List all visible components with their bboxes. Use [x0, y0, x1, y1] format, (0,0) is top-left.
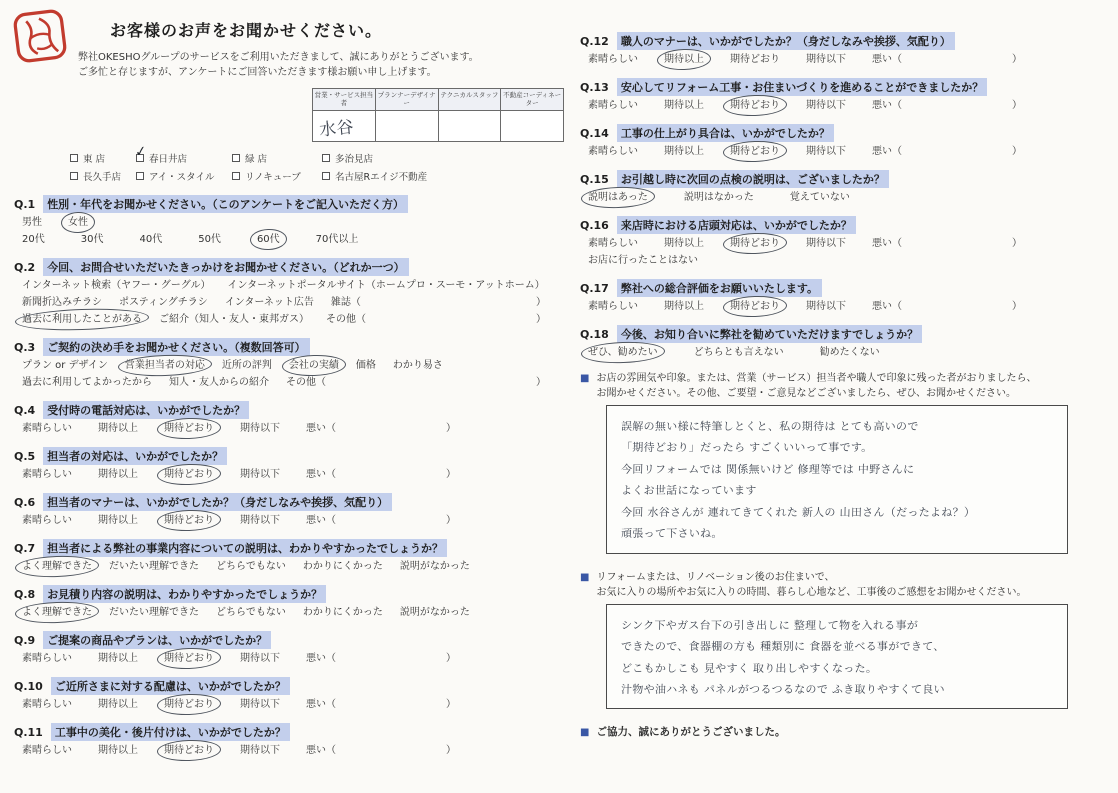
question-title [580, 124, 1116, 142]
answer-row [22, 698, 456, 712]
answer-option-selected: 60代 [256, 233, 280, 245]
answer-row [22, 560, 546, 574]
question-number: Q.3 [14, 340, 36, 354]
question-number: Q.1 [14, 197, 36, 211]
handwritten-comment-line: どこもかしこも 見やすく 取り出しやすくなった。 [620, 661, 878, 675]
answer-option-selected: 期待どおり [164, 652, 214, 664]
store-option [70, 169, 136, 183]
question-number: Q.12 [580, 35, 609, 48]
section-heading-text [596, 371, 1036, 401]
answer-option: 説明がなかった [399, 560, 470, 572]
questions-left [14, 195, 566, 758]
question-title [14, 258, 566, 276]
question-block [14, 539, 566, 574]
section-heading-text [596, 570, 1026, 600]
answer-option: 50代 [198, 233, 221, 245]
answer-option-selected: 女性 [68, 216, 88, 228]
question-text: 性別・年代をお聞かせください。（このアンケートをご記入いただく方） [43, 195, 408, 213]
answer-option-selected: 期待どおり [164, 744, 214, 756]
comment-section [580, 570, 1116, 710]
answer-option: 期待以上 [98, 744, 138, 756]
answer-row [588, 346, 1022, 360]
answer-option: わかり易さ [392, 359, 443, 371]
answer-option: 素晴らしい [22, 698, 72, 710]
question-title [14, 338, 566, 356]
section-heading-line: お店の雰囲気や印象。または、営業（サービス）担当者や職人で印象に残った者がおりましたら、 [596, 373, 1037, 384]
checkbox-icon [232, 172, 240, 180]
answer-option: 期待以下 [240, 468, 280, 480]
section-heading [580, 371, 1116, 401]
staff-table-header-cell: テクニカルスタッフ [439, 89, 502, 111]
staff-table-value-cell [376, 111, 439, 141]
store-option [136, 169, 232, 183]
question-block [14, 338, 566, 390]
section-heading-line: リフォームまたは、リノベーション後のお住まいで、 [596, 571, 835, 583]
store-label: 緑 店 [245, 153, 268, 165]
answer-row [22, 359, 546, 373]
answer-option: どちらでもない [216, 560, 286, 572]
handwritten-comment-line: できたので、食器棚の方も 種類別に 食器を並べる事ができて、 [620, 640, 945, 654]
paren-close: ） [1012, 238, 1022, 249]
company-seal-stamp [11, 7, 69, 65]
question-title [580, 279, 1116, 297]
answer-option-selected: 期待どおり [164, 422, 214, 434]
closing-text: ご協力、誠にありがとうございました。 [596, 726, 786, 739]
answer-option: 勧めたくない [819, 347, 880, 358]
answer-option: 期待以上 [664, 146, 704, 157]
answer-option: 説明はなかった [683, 192, 754, 203]
paren-close: ） [1012, 54, 1022, 65]
question-block [14, 401, 566, 436]
paren-close: ） [446, 422, 456, 434]
store-option [232, 169, 322, 183]
store-row [70, 143, 566, 165]
answer-option: 素晴らしい [588, 238, 638, 249]
answer-row [22, 468, 456, 482]
question-block [14, 585, 566, 620]
intro-line-2: ご多忙と存じますが、アンケートにご回答いただきます様お願い申し上げます。 [78, 67, 437, 78]
staff-table-header-row [313, 89, 563, 111]
answer-option: どちらとも言えない [693, 347, 784, 358]
intro-line-1: 弊社OKESHOグループのサービスをご利用いただきまして、誠にありがとうございます。 [78, 52, 479, 63]
answer-option: 価格 [355, 359, 376, 371]
answer-row [22, 216, 456, 230]
question-title [580, 78, 1116, 96]
answer-option-selected: 期待どおり [730, 301, 780, 312]
answer-option: 悪い（ [306, 514, 336, 526]
handwritten-comment-line: 汁物や油ハネも パネルがつるつるなので ふき取りやすくて良い [620, 682, 946, 696]
answer-option: 期待以下 [806, 301, 846, 312]
handwritten-comment-line: 「期待どおり」だったら すごくいいって事です。 [620, 441, 873, 455]
intro-text [78, 50, 566, 80]
answer-option-selected: 期待どおり [164, 468, 214, 480]
handwritten-comment-line: シンク下やガス台下の引き出しに 整理して物を入れる事が [620, 618, 919, 632]
question-number: Q.6 [14, 495, 36, 509]
answer-option: 期待以下 [240, 422, 280, 434]
question-text: 受付時の電話対応は、いかがでしたか？ [43, 401, 249, 419]
answer-option: 悪い（ [872, 100, 902, 111]
question-text: 担当者のマナーは、いかがでしたか？（身だしなみや挨拶、気配り） [43, 493, 392, 511]
answer-option: 知人・友人からの紹介 [169, 376, 269, 388]
question-text: 担当者の対応は、いかがでしたか？ [43, 447, 227, 465]
question-block [14, 723, 566, 758]
question-block [14, 631, 566, 666]
answer-option: 覚えていない [789, 192, 850, 203]
question-number: Q.10 [14, 679, 43, 693]
question-block [580, 32, 1116, 67]
staff-table-value-row [313, 111, 563, 141]
question-text: 弊社への総合評価をお願いいたします。 [617, 279, 822, 297]
paren-close: ） [446, 514, 456, 526]
staff-table-value-cell [501, 111, 563, 141]
question-title [580, 325, 1116, 343]
comment-box [606, 604, 1068, 710]
question-title [14, 195, 566, 213]
store-row [70, 169, 566, 183]
store-option [322, 151, 373, 165]
answer-option: 悪い（ [306, 422, 336, 434]
answer-option-selected: よく理解できた [22, 606, 92, 618]
question-text: 工事の仕上がり具合は、いかがでしたか？ [617, 124, 834, 142]
question-text: ご契約の決め手をお聞かせください。（複数回答可） [43, 338, 310, 356]
question-block [14, 195, 566, 247]
question-text: ご近所さまに対する配慮は、いかがでしたか？ [51, 677, 290, 695]
answer-option: 悪い（ [872, 54, 902, 65]
question-block [580, 279, 1116, 314]
answer-option: 素晴らしい [22, 744, 72, 756]
paren-close: ） [1012, 100, 1022, 111]
question-title [580, 32, 1116, 50]
checkbox-icon [322, 172, 330, 180]
question-block [14, 447, 566, 482]
question-block [580, 216, 1116, 268]
answer-option: 期待以下 [806, 238, 846, 249]
store-label: 長久手店 [83, 171, 122, 183]
answer-option-selected: 期待どおり [730, 100, 780, 111]
answer-option: 期待以上 [98, 468, 138, 480]
answer-row [22, 313, 546, 327]
answer-option: 説明がなかった [399, 606, 470, 618]
answer-option: 男性 [22, 216, 42, 228]
question-block [580, 325, 1116, 360]
question-title [580, 170, 1116, 188]
question-text: ご提案の商品やプランは、いかがでしたか？ [43, 631, 271, 649]
question-number: Q.9 [14, 633, 36, 647]
paren-close: ） [1012, 301, 1022, 312]
answer-option: 悪い（ [306, 652, 336, 664]
answer-option: 雑誌（ [330, 296, 361, 308]
answer-row [22, 652, 456, 666]
answer-option: 過去に利用してよかったから [22, 376, 152, 388]
store-option [70, 151, 136, 165]
answer-option: 悪い（ [872, 238, 902, 249]
answer-option: 素晴らしい [588, 146, 638, 157]
answer-option: 期待以上 [664, 238, 704, 249]
section-heading-line: お聞かせください。その他、ご要望・ご意見などございましたら、ぜひ、お聞かせください。 [596, 388, 1017, 399]
answer-row [22, 233, 456, 247]
answer-option: 近所の評判 [221, 359, 272, 371]
question-number: Q.13 [580, 81, 609, 94]
answer-option: 新聞折込みチラシ [22, 296, 102, 308]
checkbox-icon [70, 154, 78, 162]
answer-row [588, 300, 1022, 314]
question-text: 今回、お問合せいただいたきっかけをお聞かせください。（どれか一つ） [43, 258, 409, 276]
answer-option: 30代 [80, 233, 104, 245]
question-text: 担当者による弊社の事業内容についての説明は、わかりやすかったでしょうか？ [43, 539, 447, 557]
answer-option-selected: 会社の実績 [288, 359, 339, 371]
question-text: 来店時における店頭対応は、いかがでしたか？ [617, 216, 856, 234]
store-label: リノキューブ [245, 171, 301, 183]
answer-option: お店に行ったことはない [588, 255, 698, 266]
answer-option: 悪い（ [306, 744, 336, 756]
answer-option: インターネットポータルサイト（ホームプロ・スーモ・アットホーム） [227, 279, 545, 291]
question-number: Q.8 [14, 587, 36, 601]
question-number: Q.2 [14, 260, 36, 274]
answer-option: 期待以上 [98, 698, 138, 710]
store-label: 名古屋Rエイジ不動産 [335, 171, 428, 183]
store-label: 多治見店 [335, 153, 374, 165]
question-block [14, 493, 566, 528]
answer-option-selected: よく理解できた [22, 560, 92, 572]
section-marker-icon: ■ [580, 727, 590, 739]
answer-option: 素晴らしい [588, 54, 638, 65]
paren-close: ） [536, 376, 546, 388]
answer-option: 70代以上 [315, 233, 359, 245]
question-text: お引越し時に次回の点検の説明は、ございましたか？ [617, 170, 889, 188]
header [14, 10, 566, 183]
answer-option: 期待以下 [806, 54, 846, 65]
comment-box [606, 405, 1068, 554]
answer-option: 悪い（ [872, 301, 902, 312]
answer-option: 期待以上 [98, 652, 138, 664]
question-title [14, 677, 566, 695]
check-icon: ✓ [133, 143, 148, 161]
answer-option: 期待以下 [240, 744, 280, 756]
store-option [133, 143, 232, 165]
comment-section [580, 371, 1116, 554]
page-title: お客様のお声をお聞かせください。 [110, 21, 383, 40]
staff-table-header-cell: 不動産コーディネーター [501, 89, 563, 111]
handwritten-comment-line: 今回リフォームでは 関係無いけど 修理等では 中野さんに [620, 462, 915, 476]
question-number: Q.15 [580, 173, 609, 186]
answer-row [588, 237, 1022, 251]
question-block [580, 78, 1116, 113]
answer-option: 期待以下 [240, 514, 280, 526]
store-option [322, 169, 427, 183]
paren-close: ） [446, 744, 456, 756]
answer-option: わかりにくかった [302, 606, 383, 618]
question-title [14, 585, 566, 603]
answer-option: 素晴らしい [22, 422, 72, 434]
question-text: 今後、お知り合いに弊社を勧めていただけますでしょうか？ [617, 325, 922, 343]
answer-option: だいたい理解できた [109, 560, 199, 572]
handwritten-staff-name: 水谷 [318, 117, 355, 141]
answer-option-selected: 営業担当者の対応 [124, 359, 205, 371]
paren-close: ） [1012, 146, 1022, 157]
right-column [580, 10, 1116, 787]
answer-option-selected: 期待どおり [164, 514, 214, 526]
answer-option-selected: 期待どおり [164, 698, 214, 710]
answer-option: どちらでもない [216, 606, 286, 618]
checkbox-icon [136, 172, 144, 180]
answer-option-selected: 説明はあった [588, 192, 648, 203]
section-heading-line: お気に入りの場所やお気に入りの時間、暮らし心地など、工事後のご感想をお聞かせください。 [596, 586, 1027, 598]
question-title [580, 216, 1116, 234]
question-number: Q.7 [14, 541, 36, 555]
answer-row [588, 191, 1022, 205]
answer-option: 20代 [22, 233, 45, 245]
handwritten-comment-line: 頑張って下さいね。 [620, 527, 723, 541]
handwritten-comment-line: よくお世話になっています [620, 484, 757, 498]
answer-option: 期待以下 [240, 698, 280, 710]
answer-row [588, 53, 1022, 67]
paren-close: ） [446, 468, 456, 480]
question-number: Q.16 [580, 219, 609, 232]
store-label: アイ・スタイル [149, 171, 215, 183]
question-text: 職人のマナーは、いかがでしたか？（身だしなみや挨拶、気配り） [617, 32, 955, 50]
answer-option-selected: ぜひ、勧めたい [588, 347, 658, 358]
section-heading [580, 570, 1116, 600]
question-title [14, 447, 566, 465]
store-label: 春日井店 [149, 153, 188, 165]
answer-option: 40代 [139, 233, 163, 245]
answer-option: ご紹介（知人・友人・東邦ガス） [159, 313, 309, 325]
staff-table-header-cell: 営業・サービス担当者 [313, 89, 376, 111]
question-text: 安心してリフォーム工事・お住まいづくりを進めることができましたか？ [617, 78, 987, 96]
question-title [14, 723, 566, 741]
question-number: Q.11 [14, 725, 43, 739]
question-title [14, 401, 566, 419]
answer-option: その他（ [286, 376, 326, 388]
answer-option: 期待どおり [730, 54, 780, 65]
questions-right [580, 32, 1116, 360]
answer-row [588, 254, 1022, 268]
checkbox-icon [322, 154, 330, 162]
answer-option: 期待以下 [806, 100, 846, 111]
answer-row [22, 744, 456, 758]
answer-option: ポスティングチラシ [119, 296, 208, 308]
answer-option-selected: 期待以上 [664, 54, 704, 65]
question-block [14, 677, 566, 712]
checkbox-icon [70, 172, 78, 180]
answer-row [22, 376, 546, 390]
question-text: お見積り内容の説明は、わかりやすかったでしょうか？ [43, 585, 326, 603]
answer-option: プラン or デザイン [22, 359, 108, 371]
answer-option: わかりにくかった [302, 560, 383, 572]
answer-row [588, 145, 1022, 159]
paren-close: ） [446, 698, 456, 710]
question-block [14, 258, 566, 327]
answer-row [22, 296, 546, 310]
paren-close: ） [536, 296, 546, 308]
handwritten-comment-line: 今回 水谷さんが 連れてきてくれた 新人の 山田さん（だったよね？） [620, 505, 976, 519]
staff-table-value-cell [439, 111, 502, 141]
answer-row [22, 606, 546, 620]
question-number: Q.5 [14, 449, 36, 463]
answer-option-selected: 期待どおり [730, 146, 780, 157]
answer-option: 素晴らしい [22, 468, 72, 480]
answer-row [22, 279, 546, 293]
paren-close: ） [536, 313, 546, 325]
answer-option: 期待以上 [664, 301, 704, 312]
answer-option: 素晴らしい [22, 652, 72, 664]
checkbox-icon [232, 154, 240, 162]
answer-option-selected: 期待どおり [730, 238, 780, 249]
question-number: Q.18 [580, 328, 609, 341]
question-number: Q.4 [14, 403, 36, 417]
paren-close: ） [446, 652, 456, 664]
staff-table-value-cell [313, 111, 376, 141]
answer-option: 期待以上 [664, 100, 704, 111]
answer-option: 悪い（ [872, 146, 902, 157]
question-block [580, 170, 1116, 205]
answer-option: 素晴らしい [22, 514, 72, 526]
answer-option: その他（ [326, 313, 366, 325]
answer-row [588, 99, 1022, 113]
answer-option: 素晴らしい [588, 301, 638, 312]
answer-row [22, 422, 456, 436]
store-checkbox-group [70, 143, 566, 183]
store-option [232, 151, 322, 165]
answer-option-selected: 過去に利用したことがある [22, 313, 142, 325]
section-marker-icon: ■ [580, 373, 590, 384]
question-title [14, 539, 566, 557]
section-marker-icon: ■ [580, 571, 590, 583]
handwritten-comment-line: 誤解の無い様に特筆しとくと、私の期待は とても高いので [620, 420, 919, 433]
answer-option: 悪い（ [306, 468, 336, 480]
answer-option: だいたい理解できた [109, 606, 199, 618]
answer-option: 素晴らしい [588, 100, 638, 111]
question-number: Q.14 [580, 127, 609, 140]
question-title [14, 631, 566, 649]
question-block [580, 124, 1116, 159]
closing-note [580, 725, 1116, 741]
answer-option: 期待以下 [806, 146, 846, 157]
question-number: Q.17 [580, 282, 609, 295]
answer-option: インターネット検索（ヤフー・グーグル） [22, 279, 211, 291]
left-column [14, 10, 566, 787]
answer-option: 期待以上 [98, 422, 138, 434]
answer-row [22, 514, 456, 528]
comment-sections [580, 371, 1116, 709]
checkbox-checked-icon [133, 143, 148, 162]
answer-option: 悪い（ [306, 698, 336, 710]
store-label: 東 店 [83, 153, 106, 165]
question-text: 工事中の美化・後片付けは、いかがでしたか？ [51, 723, 290, 741]
answer-option: 期待以上 [98, 514, 138, 526]
answer-option: インターネット広告 [224, 296, 314, 308]
staff-table-header-cell: プランナーデザイナー [376, 89, 439, 111]
question-title [14, 493, 566, 511]
staff-table [312, 88, 564, 142]
answer-option: 期待以下 [240, 652, 280, 664]
